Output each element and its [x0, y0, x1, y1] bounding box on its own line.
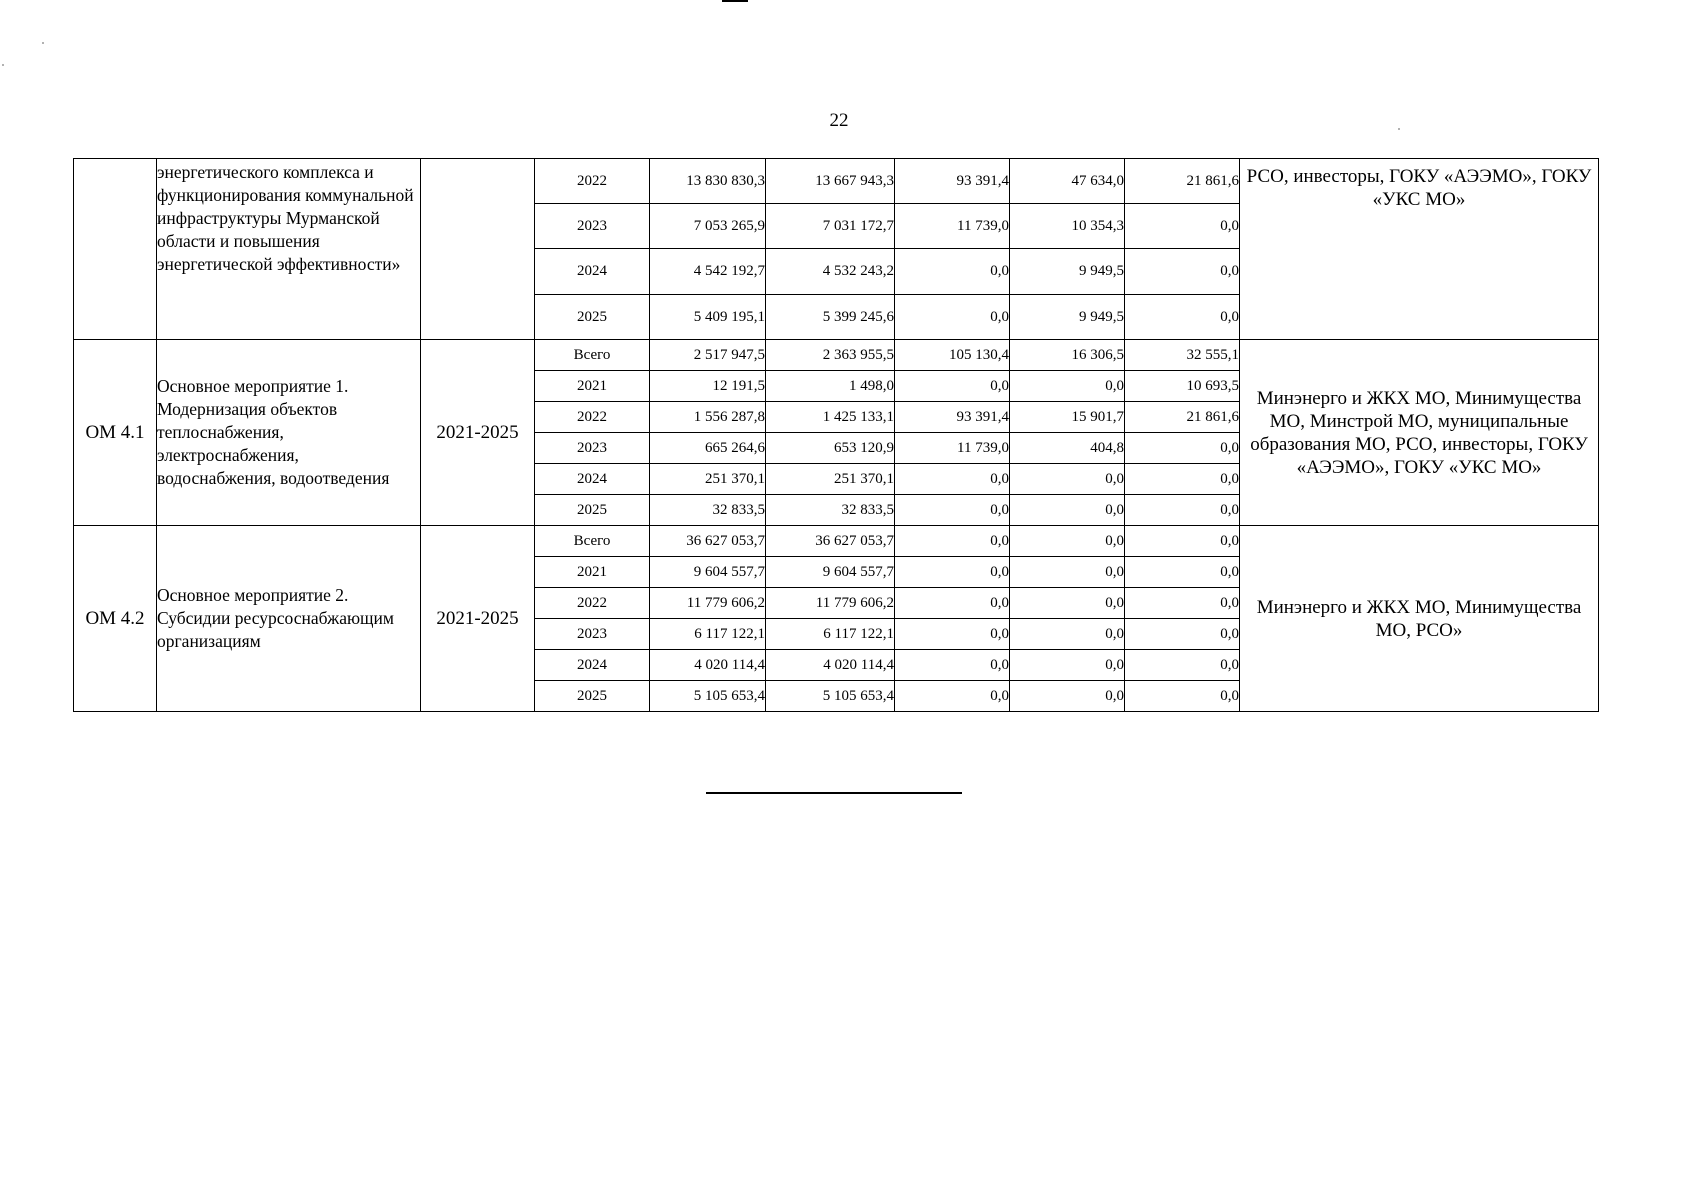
amount-cell: 105 130,4 — [895, 340, 1010, 371]
amount-cell: 32 833,5 — [766, 495, 895, 526]
amount-cell: 0,0 — [1125, 650, 1240, 681]
amount-cell: 653 120,9 — [766, 433, 895, 464]
amount-cell: 4 542 192,7 — [650, 249, 766, 295]
amount-cell: 11 779 606,2 — [766, 588, 895, 619]
amount-cell: 0,0 — [1125, 681, 1240, 712]
amount-cell: 0,0 — [1125, 433, 1240, 464]
scan-speck — [2, 64, 4, 66]
amount-cell: 0,0 — [1010, 588, 1125, 619]
amount-cell: 0,0 — [895, 464, 1010, 495]
amount-cell: 404,8 — [1010, 433, 1125, 464]
amount-cell: 4 532 243,2 — [766, 249, 895, 295]
amount-cell: 2 363 955,5 — [766, 340, 895, 371]
amount-cell: 0,0 — [1125, 464, 1240, 495]
amount-cell: 47 634,0 — [1010, 159, 1125, 204]
year-cell: 2025 — [535, 495, 650, 526]
year-cell: 2022 — [535, 159, 650, 204]
amount-cell: 4 020 114,4 — [766, 650, 895, 681]
amount-cell: 9 949,5 — [1010, 295, 1125, 340]
amount-cell: 0,0 — [895, 249, 1010, 295]
amount-cell: 0,0 — [1010, 650, 1125, 681]
implementation-period — [421, 159, 535, 340]
amount-cell: 0,0 — [1125, 526, 1240, 557]
year-cell: Всего — [535, 526, 650, 557]
page-number: 22 — [829, 110, 849, 131]
year-cell: 2022 — [535, 402, 650, 433]
amount-cell: 13 830 830,3 — [650, 159, 766, 204]
table-row — [74, 526, 1599, 557]
amount-cell: 11 739,0 — [895, 433, 1010, 464]
amount-cell: 5 409 195,1 — [650, 295, 766, 340]
amount-cell: 0,0 — [895, 588, 1010, 619]
amount-cell: 0,0 — [1125, 619, 1240, 650]
year-cell: 2023 — [535, 204, 650, 249]
amount-cell: 21 861,6 — [1125, 402, 1240, 433]
year-cell: 2022 — [535, 588, 650, 619]
year-cell: 2021 — [535, 557, 650, 588]
amount-cell: 0,0 — [1010, 557, 1125, 588]
implementation-period: 2021-2025 — [421, 340, 535, 526]
amount-cell: 21 861,6 — [1125, 159, 1240, 204]
amount-cell: 93 391,4 — [895, 159, 1010, 204]
executors: Минэнерго и ЖКХ МО, Минимущества МО, РСО» — [1240, 526, 1599, 712]
amount-cell: 251 370,1 — [766, 464, 895, 495]
amount-cell: 6 117 122,1 — [650, 619, 766, 650]
page-top-mark — [722, 0, 748, 2]
measure-code — [74, 159, 157, 340]
amount-cell: 0,0 — [895, 495, 1010, 526]
amount-cell: 36 627 053,7 — [650, 526, 766, 557]
amount-cell: 9 604 557,7 — [766, 557, 895, 588]
amount-cell: 0,0 — [895, 619, 1010, 650]
amount-cell: 1 556 287,8 — [650, 402, 766, 433]
executors: РСО, инвесторы, ГОКУ «АЭЭМО», ГОКУ «УКС МО» — [1240, 159, 1599, 340]
amount-cell: 0,0 — [1010, 681, 1125, 712]
amount-cell: 10 693,5 — [1125, 371, 1240, 402]
amount-cell: 4 020 114,4 — [650, 650, 766, 681]
amount-cell: 10 354,3 — [1010, 204, 1125, 249]
amount-cell: 5 105 653,4 — [766, 681, 895, 712]
amount-cell: 9 949,5 — [1010, 249, 1125, 295]
year-cell: 2023 — [535, 433, 650, 464]
amount-cell: 665 264,6 — [650, 433, 766, 464]
year-cell: 2024 — [535, 464, 650, 495]
year-cell: 2025 — [535, 681, 650, 712]
amount-cell: 0,0 — [895, 681, 1010, 712]
amount-cell: 36 627 053,7 — [766, 526, 895, 557]
amount-cell: 7 031 172,7 — [766, 204, 895, 249]
measure-name: энергетического комплекса и функционирования коммунальной инфраструктуры Мурманской области и повышения энергетической эффективности» — [157, 159, 421, 340]
amount-cell: 0,0 — [895, 650, 1010, 681]
amount-cell: 11 739,0 — [895, 204, 1010, 249]
amount-cell: 12 191,5 — [650, 371, 766, 402]
scan-speck — [42, 42, 44, 44]
amount-cell: 0,0 — [1010, 371, 1125, 402]
amount-cell: 0,0 — [1010, 464, 1125, 495]
amount-cell: 93 391,4 — [895, 402, 1010, 433]
measure-name: Основное мероприятие 2. Субсидии ресурсоснабжающим организациям — [157, 526, 421, 712]
amount-cell: 0,0 — [1125, 588, 1240, 619]
amount-cell: 0,0 — [1010, 619, 1125, 650]
amount-cell: 0,0 — [895, 295, 1010, 340]
executors: Минэнерго и ЖКХ МО, Минимущества МО, Минстрой МО, муниципальные образования МО, РСО, инвесторы, ГОКУ «АЭЭМО», ГОКУ «УКС МО» — [1240, 340, 1599, 526]
amount-cell: 2 517 947,5 — [650, 340, 766, 371]
amount-cell: 15 901,7 — [1010, 402, 1125, 433]
amount-cell: 0,0 — [1010, 495, 1125, 526]
year-cell: 2024 — [535, 249, 650, 295]
amount-cell: 0,0 — [1125, 249, 1240, 295]
amount-cell: 16 306,5 — [1010, 340, 1125, 371]
closing-rule — [706, 792, 962, 794]
table-row — [74, 340, 1599, 371]
amount-cell: 0,0 — [1125, 495, 1240, 526]
amount-cell: 0,0 — [1125, 557, 1240, 588]
amount-cell: 251 370,1 — [650, 464, 766, 495]
amount-cell: 0,0 — [1125, 295, 1240, 340]
year-cell: Всего — [535, 340, 650, 371]
funding-table — [73, 158, 1599, 712]
amount-cell: 1 425 133,1 — [766, 402, 895, 433]
amount-cell: 5 399 245,6 — [766, 295, 895, 340]
year-cell: 2025 — [535, 295, 650, 340]
measure-code: ОМ 4.1 — [74, 340, 157, 526]
amount-cell: 5 105 653,4 — [650, 681, 766, 712]
amount-cell: 0,0 — [1125, 204, 1240, 249]
measure-name: Основное мероприятие 1. Модернизация объектов теплоснабжения, электроснабжения, водоснабжения, водоотведения — [157, 340, 421, 526]
implementation-period: 2021-2025 — [421, 526, 535, 712]
year-cell: 2023 — [535, 619, 650, 650]
amount-cell: 11 779 606,2 — [650, 588, 766, 619]
amount-cell: 0,0 — [895, 557, 1010, 588]
amount-cell: 7 053 265,9 — [650, 204, 766, 249]
amount-cell: 0,0 — [1010, 526, 1125, 557]
amount-cell: 1 498,0 — [766, 371, 895, 402]
amount-cell: 6 117 122,1 — [766, 619, 895, 650]
measure-code: ОМ 4.2 — [74, 526, 157, 712]
year-cell: 2021 — [535, 371, 650, 402]
scan-speck — [1398, 128, 1400, 130]
amount-cell: 32 555,1 — [1125, 340, 1240, 371]
amount-cell: 32 833,5 — [650, 495, 766, 526]
amount-cell: 0,0 — [895, 371, 1010, 402]
table-row — [74, 159, 1599, 204]
amount-cell: 0,0 — [895, 526, 1010, 557]
amount-cell: 9 604 557,7 — [650, 557, 766, 588]
amount-cell: 13 667 943,3 — [766, 159, 895, 204]
year-cell: 2024 — [535, 650, 650, 681]
